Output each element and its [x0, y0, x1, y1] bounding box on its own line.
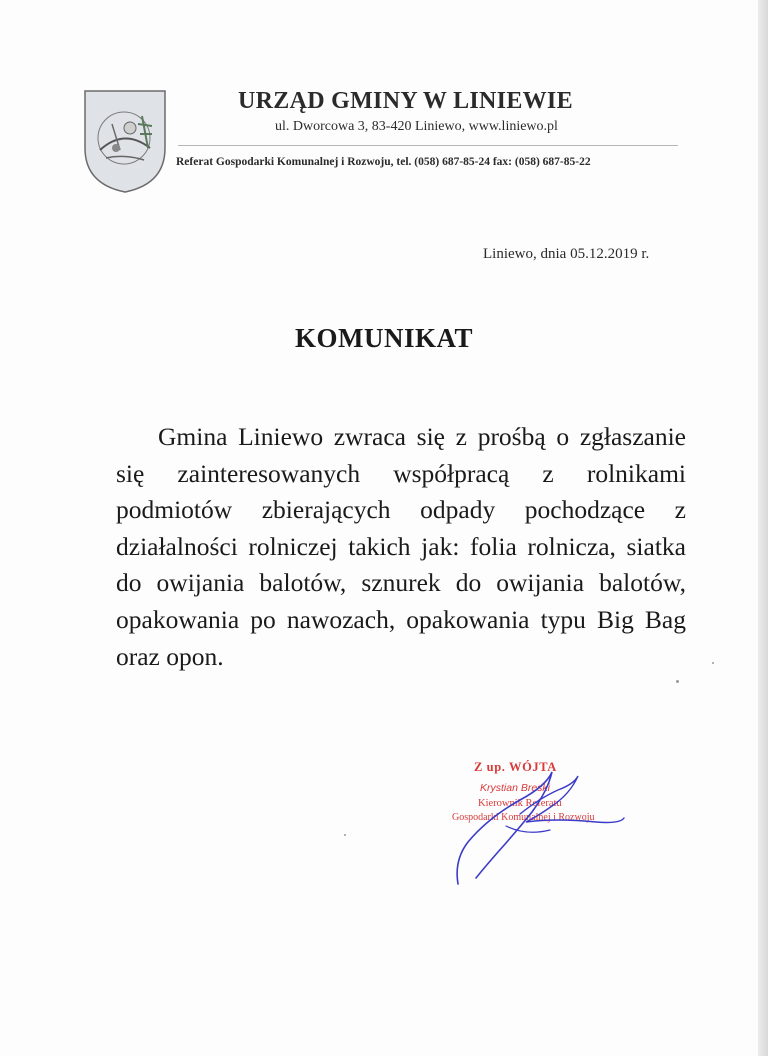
announcement-body: Gmina Liniewo zwraca się z prośbą o zgłaszanie się zainteresowanych współpracą z rolnikami podmiotów zbierających odpady pochodzące z działalności rolniczej takich jak: folia rolnicza, siatka do owijania balotów, sznurek do owijania balotów, opakowania po nawozach, opakowania typu Big Bag oraz opon. — [116, 422, 686, 671]
scan-speck — [344, 834, 346, 836]
scan-speck — [676, 680, 679, 683]
stamp-department: Gospodarki Komunalnej i Rozwoju — [452, 812, 595, 823]
office-address: ul. Dworcowa 3, 83-420 Liniewo, www.liniewo.pl — [275, 119, 558, 134]
scan-speck — [712, 662, 714, 664]
document-title: KOMUNIKAT — [295, 323, 473, 353]
stamp-name: Krystian Breski — [480, 782, 551, 794]
handwritten-signature — [428, 760, 648, 890]
stamp-authority: Z up. WÓJTA — [474, 760, 557, 774]
place-and-date: Liniewo, dnia 05.12.2019 r. — [483, 246, 650, 262]
scan-edge-shadow — [758, 0, 768, 1056]
department-contact-line: Referat Gospodarki Komunalnej i Rozwoju, tel. (058) 687-85-24 fax: (058) 687-85-22 — [176, 156, 591, 168]
municipal-coat-of-arms-icon — [82, 88, 168, 194]
header-divider — [178, 145, 678, 146]
stamp-position: Kierownik Referatu — [478, 798, 562, 809]
office-name: URZĄD GMINY W LINIEWIE — [238, 88, 573, 114]
